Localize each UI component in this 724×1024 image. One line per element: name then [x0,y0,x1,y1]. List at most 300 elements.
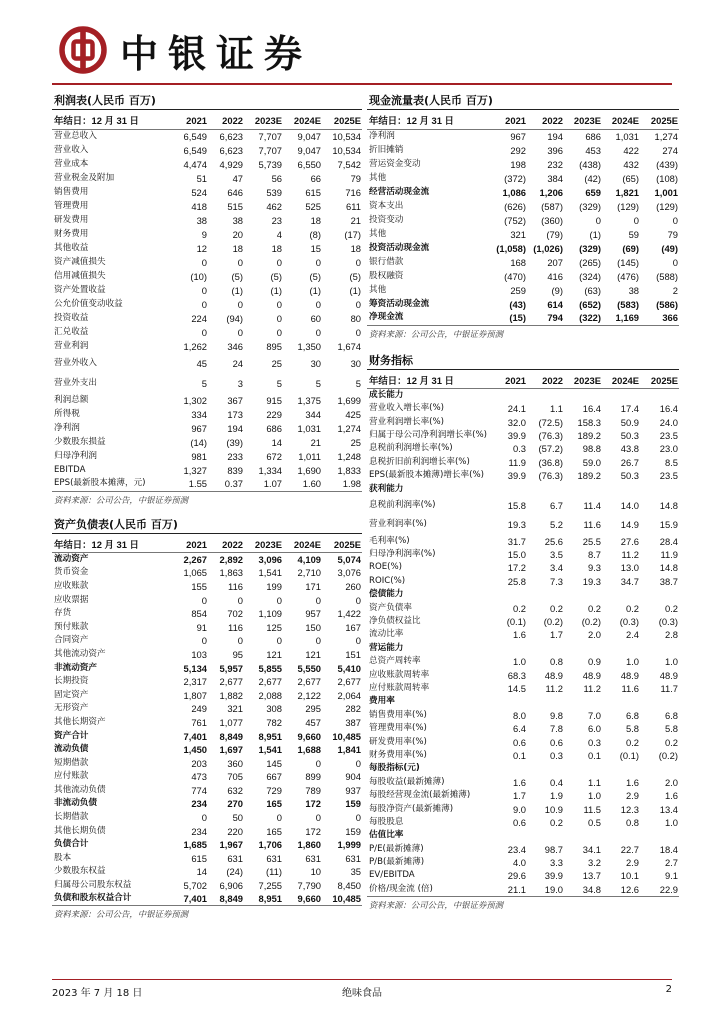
cell-value: 189.2 [577,429,601,441]
row-label: 财务费用 [54,228,89,239]
row-label: 其他长期负债 [54,825,106,836]
cell-value: 0 [315,635,321,647]
cell-value: 224 [191,312,207,324]
cell-value: 2.0 [664,776,678,788]
row-label: 研发费用率(%) [369,736,427,747]
cell-value: (1,026) [533,242,563,254]
cell-value: 292 [510,144,526,156]
cell-value: 11.5 [583,803,601,815]
cell-value: 0.1 [587,749,601,761]
cell-value: 203 [191,757,207,769]
cell-value: 0 [276,635,282,647]
row-label: 非流动负债 [54,798,97,809]
cell-value: 234 [191,798,207,810]
cell-value: (69) [622,242,639,254]
cell-value: 15.0 [507,549,526,561]
cell-value: (65) [622,172,639,184]
cell-value: 125 [266,621,282,633]
row-label: 预付账款 [54,621,89,632]
row-label: 合同资产 [54,635,89,646]
table-row [367,442,679,455]
cell-value: 794 [527,311,564,325]
table-row [367,185,679,199]
col-header-2022: 2022 [208,110,244,129]
col-header-2023e: 2023E [564,110,602,129]
col-header-2023e: 2023E [244,110,283,129]
col-header-label: 年结日：12 月 31 日 [367,110,489,129]
row-label: 研发费用 [54,214,89,225]
cell-value: 367 [227,394,243,406]
col-header-label: 年结日：12 月 31 日 [52,534,172,553]
table-row [52,269,362,283]
table-section-row [367,482,679,495]
cell-value: 0 [276,812,282,824]
cell-value: 5.8 [664,723,678,735]
cell-value: 422 [623,144,639,156]
table-row [367,628,679,641]
row-label: 负债合计 [54,839,89,850]
cell-value: (5) [349,270,361,282]
cell-value: (360) [541,214,563,226]
cell-value: 91 [196,621,207,633]
col-header-2024e: 2024E [602,370,640,389]
cell-value [564,762,602,775]
cell-value: 18.4 [659,843,678,855]
cell-value: 1.7 [512,790,526,802]
cell-value: 462 [266,200,282,212]
cell-value: 98.7 [544,843,563,855]
cell-value: 18 [232,242,243,254]
cell-value: 24.1 [507,403,526,415]
row-label: 净负债权益比 [369,616,421,627]
cell-value: 384 [547,172,563,184]
cell-value: (43) [509,298,526,310]
cell-value: 274 [662,144,678,156]
row-label: 货币资金 [54,567,89,578]
table-row [367,283,679,297]
row-label: 所得税 [54,408,80,419]
table-row [52,620,362,634]
cell-value: (129) [617,200,639,212]
cell-value: 25 [350,436,361,448]
cell-value: 48.9 [620,669,639,681]
cell-value: 0.37 [208,477,244,491]
table-row [367,655,679,668]
cell-value: 6,549 [183,144,207,156]
cell-value: 26.7 [620,456,639,468]
row-label: 折旧摊销 [369,144,404,155]
cell-value: 2,317 [183,676,207,688]
cell-value: 5,957 [219,662,243,674]
cell-value: (1,058) [496,242,526,254]
cell-value: 32.0 [507,416,526,428]
row-label: 营业收入增长率(%) [369,403,445,414]
cell-value: 172 [305,825,321,837]
cell-value: 19.3 [582,575,601,587]
table-row [367,722,679,735]
cell-value: 761 [191,716,207,728]
table-row [367,802,679,815]
row-label: 营业利润增长率(%) [369,416,445,427]
col-header-label: 年结日：12 月 31 日 [52,110,172,129]
cell-value: 0 [237,594,243,606]
cell-value [602,482,640,495]
col-header-2021: 2021 [489,110,527,129]
cell-value: 27.6 [620,535,639,547]
balance-source-note: 资料来源：公司公告，中银证券预测 [54,909,188,920]
cell-value: 0.4 [549,776,563,788]
cell-value: 2,267 [183,554,207,566]
row-label: 每股净资产(最新摊薄) [369,803,454,814]
table-section-row [367,642,679,655]
cell-value: 418 [191,200,207,212]
cell-value: 159 [345,798,361,810]
cell-value: 34.1 [582,843,601,855]
cell-value: 1.7 [549,629,563,641]
cell-value: 0.6 [512,736,526,748]
cell-value: (11) [266,866,282,878]
cell-value: 7,401 [172,892,208,906]
row-label: 应收账款 [54,580,89,591]
cell-value: 957 [305,608,321,620]
page-footer [52,984,672,1000]
row-label: 息税折旧前利润增长率(%) [369,456,470,467]
table-row [367,402,679,415]
row-label: 其他 [369,228,387,239]
cell-value: 2.9 [625,790,639,802]
row-label: 其他 [369,284,387,295]
table-row [367,213,679,227]
cell-value [640,762,679,775]
table-row [367,269,679,283]
table-row [52,241,362,255]
cell-value: (0.2) [658,749,678,761]
cell-value [527,829,564,842]
table-row [52,879,362,893]
cash-flow-source-note: 资料来源：公司公告，中银证券预测 [369,328,503,339]
row-label: ROIC(%) [369,575,406,586]
cell-value [527,695,564,708]
cell-value: 899 [305,771,321,783]
cell-value: 967 [510,130,526,142]
cell-value: (652) [579,298,601,310]
cell-value: 3,076 [337,567,361,579]
cell-value: 0 [276,298,282,310]
cell-value: 614 [547,298,563,310]
cell-value: 10 [310,866,321,878]
cell-value: 6,623 [219,144,243,156]
cell-value: 981 [191,450,207,462]
cell-value: 79 [350,172,361,184]
table-row [52,227,362,241]
cell-value: 1,077 [219,716,243,728]
cell-value: 19.3 [507,519,526,531]
cell-value: 789 [305,784,321,796]
cell-value: 2.9 [625,857,639,869]
cell-value: (10) [190,270,207,282]
cell-value: (94) [226,312,243,324]
cell-value: 51 [196,172,207,184]
table-row [52,157,362,171]
table-row [52,607,362,621]
cell-value: 360 [227,757,243,769]
cell-value: 14.0 [620,499,639,511]
cell-value [602,588,640,601]
cell-value: 18 [350,242,361,254]
footer-divider [52,979,672,980]
cell-value [640,642,679,655]
col-header-2022: 2022 [527,110,564,129]
col-header-2025e: 2025E [640,110,679,129]
cell-value [489,762,527,775]
cell-value: 47 [232,172,243,184]
cell-value: 12.3 [620,803,639,815]
cell-value: 3,096 [258,554,282,566]
row-label: 每股收益(最新摊薄) [369,776,445,787]
row-label: 销售费用 [54,186,89,197]
cell-value: 2,710 [297,567,321,579]
cell-value: 334 [191,408,207,420]
cell-value: 3.5 [549,549,563,561]
cell-value: 194 [547,130,563,142]
cell-value: 11.7 [660,683,678,694]
cell-value: 5,855 [258,662,282,674]
row-label: 价格/现金流 (倍) [367,883,489,897]
row-label: 归属于母公司净利润增长率(%) [369,429,487,440]
row-label: 获利能力 [369,483,404,494]
financial-indicators-table [367,370,679,897]
cell-value: 48.9 [544,669,563,681]
cell-value: 0.6 [549,736,563,748]
table-row [52,892,362,906]
cell-value: 321 [227,703,243,715]
cell-value: 5 [201,377,207,389]
row-label: 归母净利润率(%) [369,549,436,560]
table-row [367,199,679,213]
cell-value: 11.4 [583,499,601,511]
cell-value: 7.8 [549,723,563,735]
cell-value: 233 [227,450,243,462]
cell-value: 18 [310,214,321,226]
table-row [367,297,679,311]
cell-value: 1.6 [664,790,678,802]
cell-value: 29.6 [507,870,526,882]
cell-value: 1.6 [512,776,526,788]
cell-value: 14.5 [507,683,526,694]
cell-value: 5 [355,377,361,389]
cash-flow-title: 现金流量表(人民币 百万) [367,93,679,110]
row-label: 每股指标(元) [369,763,420,774]
row-label: 息税前利润率(%) [369,499,436,510]
cell-value: 2 [672,284,678,296]
cell-value: 1,109 [258,608,282,620]
cell-value: 425 [345,408,361,420]
row-label: 短期借款 [54,757,89,768]
row-label: 营业利润 [54,340,89,351]
cell-value: 8,951 [258,730,282,742]
row-label: 应付账款周转率 [369,683,430,693]
cell-value: 24.0 [659,416,678,428]
col-header-2025e: 2025E [640,370,679,389]
cash-flow-table [367,110,679,326]
cell-value: 189.2 [577,470,601,482]
cell-value: 646 [227,186,243,198]
row-label: 估值比率 [369,830,404,841]
cell-value: 0 [355,812,361,824]
cell-value: (24) [226,866,243,878]
cell-value: 1,967 [219,839,243,851]
cell-value: 6.0 [587,723,601,735]
row-label: 利润总额 [54,394,89,405]
cell-value: (76.3) [538,470,563,482]
table-row [367,735,679,748]
row-label: 营业外收入 [54,357,97,368]
cell-value: 1,031 [615,130,639,142]
table-row [52,553,362,567]
row-label: 每股经营现金流(最新摊薄) [369,790,471,801]
cell-value: 1,274 [654,130,678,142]
cell-value: 0.2 [664,736,678,748]
cell-value: 1.0 [664,816,678,828]
cell-value: 6.4 [512,723,526,735]
row-label: ROE(%) [369,562,403,573]
cell-value: 0.2 [587,602,601,614]
cell-value [640,389,679,403]
cell-value: 11.2 [583,683,601,694]
table-row [52,421,362,435]
row-label: 营业外支出 [54,377,97,388]
table-header-row [367,370,679,389]
cell-value: (9) [551,284,563,296]
row-label: 公允价值变动收益 [54,298,123,309]
cell-value: 457 [305,716,321,728]
row-label: 应收票据 [54,594,89,605]
cell-value: 8.7 [587,549,601,561]
cell-value: (1) [309,284,321,296]
table-row [367,682,679,695]
cell-value: (587) [541,200,563,212]
cell-value: 10,534 [332,144,361,156]
table-row [52,702,362,716]
cell-value: 1,690 [297,464,321,476]
cell-value: 150 [305,621,321,633]
cell-value: 0.9 [587,656,601,668]
cell-value: 18 [271,242,282,254]
table-row [367,615,679,628]
table-row [52,784,362,798]
cell-value: (0.2) [581,616,601,628]
cell-value: 30 [310,357,321,369]
col-header-2024e: 2024E [602,110,640,129]
cell-value: 615 [191,852,207,864]
cell-value: 1,248 [337,450,361,462]
cell-value: (470) [504,270,526,282]
cell-value: 1,821 [615,186,639,198]
cell-value: 839 [227,464,243,476]
cell-value: 0 [276,326,282,338]
cell-value: 2,892 [219,554,243,566]
cell-value: 321 [510,228,526,240]
cell-value: 4,109 [297,554,321,566]
cell-value: 1,688 [297,744,321,756]
cell-value: 13.7 [582,870,601,882]
cell-value: 24 [232,357,243,369]
table-row [52,648,362,662]
cell-value: 38.7 [659,575,678,587]
table-row [52,171,362,185]
cell-value [602,695,640,708]
cell-value: 1.0 [587,790,601,802]
cell-value: 5.8 [625,723,639,735]
cell-value: 0.8 [625,816,639,828]
row-label: 归属母公司股东权益 [54,880,132,891]
cell-value: 667 [266,771,282,783]
cell-value: 631 [227,852,243,864]
cell-value: 9,660 [283,892,322,906]
cell-value: 0 [315,812,321,824]
cell-value: 19.0 [527,883,564,897]
cell-value: 2,088 [258,689,282,701]
cell-value: (76.3) [538,429,563,441]
cell-value: 20 [232,228,243,240]
row-label: 流动资产 [54,554,89,565]
cell-value: (79) [546,228,563,240]
row-label: 偿债能力 [369,589,404,600]
cell-value [564,389,602,403]
cell-value: 0 [355,594,361,606]
cell-value: 0 [237,256,243,268]
cell-value: 234 [191,825,207,837]
cell-value: (39) [226,436,243,448]
cell-value: 1.55 [172,477,208,491]
cell-value: 0 [201,326,207,338]
cell-value: 165 [266,825,282,837]
row-label: 净利润 [369,130,395,141]
cell-value: (17) [344,228,361,240]
cell-value: 199 [266,580,282,592]
cell-value: 632 [227,784,243,796]
cell-value: 387 [345,716,361,728]
cell-value: 220 [227,825,243,837]
cell-value: (1) [231,284,243,296]
col-header-2023e: 2023E [244,534,283,553]
page-number: 2 [665,984,672,995]
row-label: 销售费用率(%) [369,709,427,720]
table-row [52,824,362,838]
table-row [367,129,679,143]
cell-value: 1.98 [322,477,362,491]
table-row [52,339,362,353]
right-column [367,93,679,912]
cell-value: 1,065 [183,567,207,579]
table-row [52,770,362,784]
cell-value: (36.8) [538,456,563,468]
cell-value: 659 [585,186,601,198]
cell-value: 2.7 [664,857,678,869]
table-row [52,756,362,770]
cell-value: 34.7 [620,575,639,587]
cell-value: 0 [276,594,282,606]
cell-value: 10,534 [332,130,361,142]
report-date: 2023 年 7 月 18 日 [52,988,143,999]
table-row [367,429,679,442]
cell-value: (0.3) [619,616,639,628]
cell-value: 14 [271,436,282,448]
income-source-note: 资料来源：公司公告，中银证券预测 [54,494,188,505]
cell-value: 0 [315,298,321,310]
cell-value: 8.5 [664,456,678,468]
cell-value: 43.8 [620,443,639,455]
